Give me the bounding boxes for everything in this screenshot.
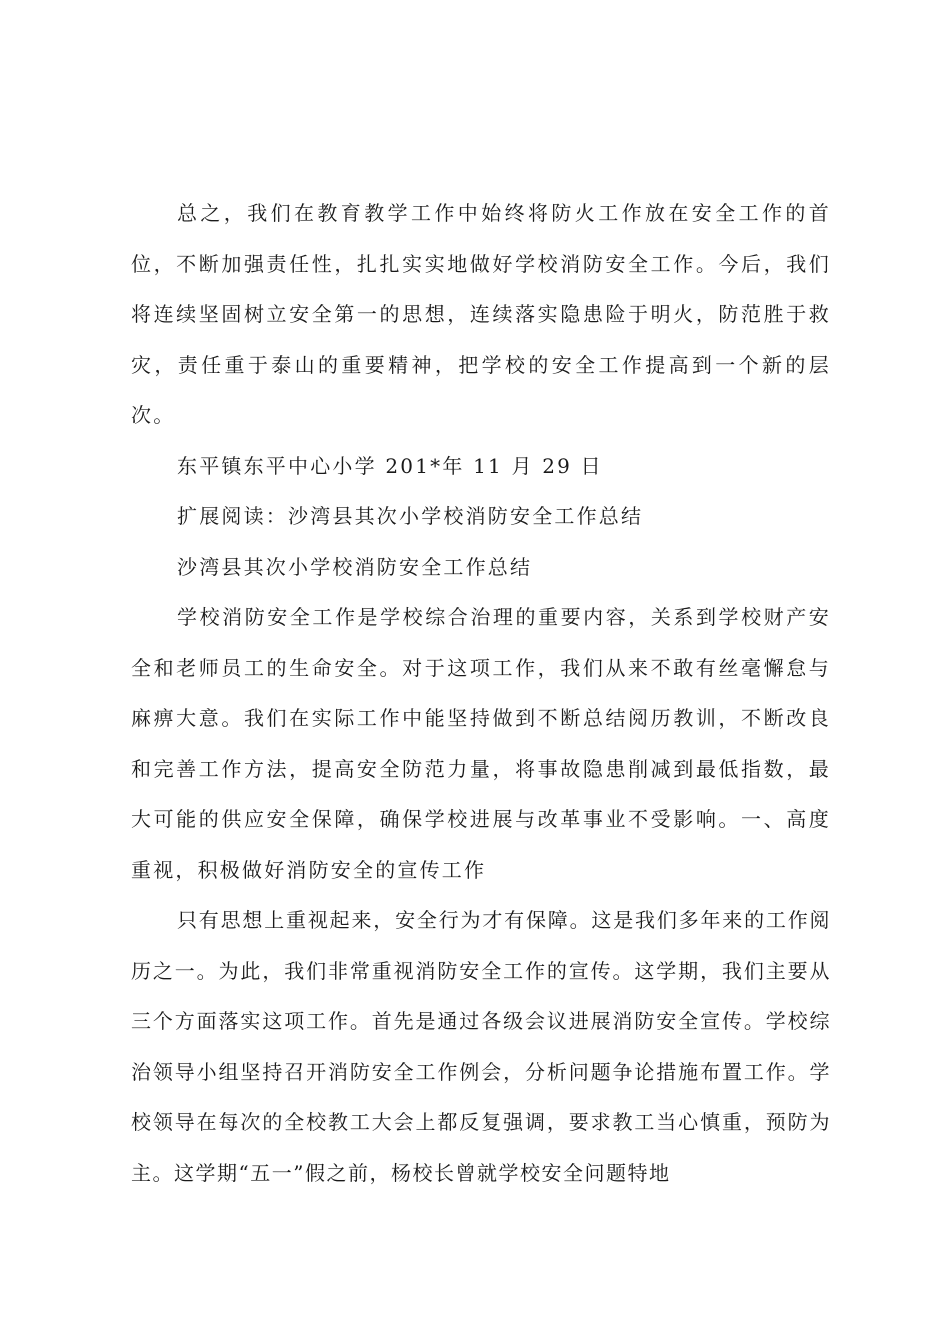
signature-line: 东平镇东平中心小学 201*年 11 月 29 日	[177, 453, 603, 478]
intro-paragraph: 学校消防安全工作是学校综合治理的重要内容，关系到学校财产安全和老师员工的生命安全。对于这项工作，我们从来不敢有丝毫懈怠与麻痹大意。我们在实际工作中能坚持做到不断总结阅历教训，不断改良和完善工作方法，提高安全防范力量，将事故隐患削减到最低指数，最大可能的供应安全保障，确保学校进展与改革事业不受影响。一、高度重视，积极做好消防安全的宣传工作	[131, 605, 831, 882]
closing-paragraph: 总之，我们在教育教学工作中始终将防火工作放在安全工作的首位，不断加强责任性，扎扎实实地做好学校消防安全工作。今后，我们将连续坚固树立安全第一的思想，连续落实隐患险于明火，防范胜于救灾，责任重于泰山的重要精神，把学校的安全工作提高到一个新的层次。	[131, 201, 831, 427]
document-body	[131, 188, 831, 1198]
body-paragraph: 只有思想上重视起来，安全行为才有保障。这是我们多年来的工作阅历之一。为此，我们非常重视消防安全工作的宣传。这学期，我们主要从三个方面落实这项工作。首先是通过各级会议进展消防安全宣传。学校综治领导小组坚持召开消防安全工作例会，分析问题争论措施布置工作。学校领导在每次的全校教工大会上都反复强调，要求教工当心慎重，预防为主。这学期“五一”假之前，杨校长曾就学校安全问题特地	[131, 908, 831, 1185]
section-title: 沙湾县其次小学校消防安全工作总结	[177, 554, 533, 579]
extended-reading-line: 扩展阅读：沙湾县其次小学校消防安全工作总结	[177, 504, 644, 528]
